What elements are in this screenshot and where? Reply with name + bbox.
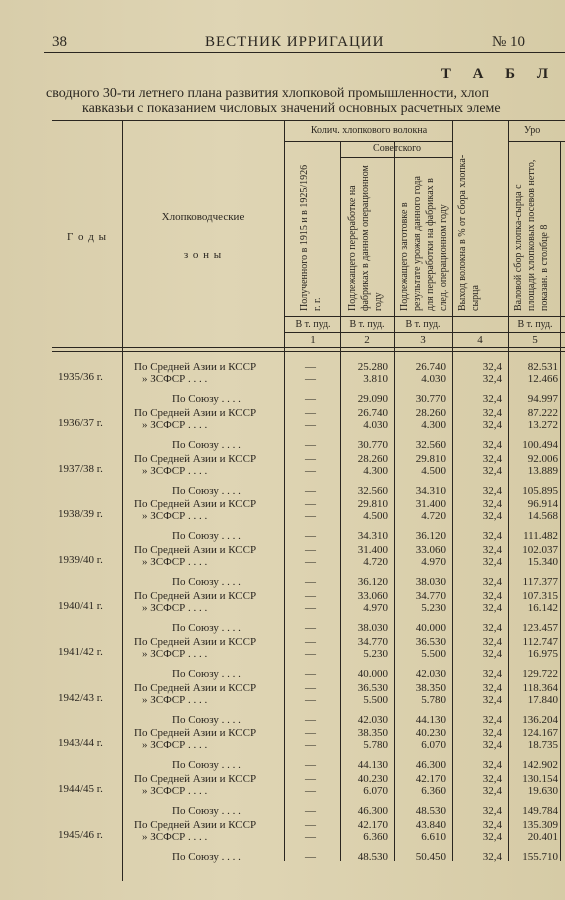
c2-value: 30.770 [357,438,388,451]
c2-value: 31.400 [357,544,388,557]
c1-value: — [305,819,316,831]
c5-value: 20.401 [527,831,558,843]
c4-value: 32,4 [482,393,502,405]
c2-value: 4.300 [363,464,388,477]
c5-value: 111.482 [523,530,558,543]
header-rule [284,141,452,142]
c1-value: — [305,622,316,634]
zones-header-2: з о н ы [183,249,223,261]
zone-label: » ЗСФСР . . . . [142,739,208,752]
c1-value: — [305,373,316,385]
c2-value: 5.500 [363,693,388,706]
year-label: 1941/42 г. [58,645,103,658]
c5-value: 92.006 [527,452,558,465]
running-header [40,30,545,52]
c3-value: 28.260 [415,406,446,419]
year-label: 1939/40 г. [58,554,103,567]
c5-value: 18.735 [527,739,558,752]
c1-value: — [305,464,316,477]
header-rule [340,157,452,158]
c1-value: — [305,759,316,772]
zone-label: » ЗСФСР . . . . [142,510,208,523]
header-rule [284,332,565,333]
c3-value: 48.530 [415,805,446,818]
c3-value: 26.740 [415,361,446,373]
c1-value: — [305,773,316,786]
c1-value: — [305,361,316,373]
c5-value: 129.722 [522,667,558,680]
c2-value: 34.310 [357,530,388,543]
c5-value: 96.914 [527,498,558,511]
c3-value: 31.400 [415,498,446,511]
header-rule [52,351,565,352]
c4-value: 32,4 [482,576,502,589]
c4-value: 32,4 [482,484,502,497]
c4-value: 32,4 [482,452,502,465]
table-title: Т А Б Л [440,66,557,82]
fiber-group-header: Колич. хлопкового волокна [310,125,428,136]
total-label: По Союзу . . . . [172,393,241,405]
c4-value: 32,4 [482,418,502,431]
c5-value: 12.466 [527,373,558,385]
total-label: По Союзу . . . . [172,713,241,726]
c4-value: 32,4 [482,530,502,543]
zone-label: » ЗСФСР . . . . [142,602,208,614]
c3-value: 32.560 [415,438,446,451]
zone-label: » ЗСФСР . . . . [142,418,208,431]
c3-value: 5.780 [421,693,446,706]
c5-value: 123.457 [522,622,558,634]
year-label: 1943/44 г. [58,737,103,750]
c3-value: 4.030 [421,373,446,385]
zones-header: Хлопководческие [161,211,245,223]
c5-value: 130.154 [522,773,558,786]
zone-label: По Средней Азии и КССР [134,498,257,511]
c1-value: — [305,713,316,726]
c1-value: — [305,602,316,614]
c4-value: 32,4 [482,713,502,726]
zone-label: По Средней Азии и КССР [134,590,257,602]
c2-value: 6.360 [363,831,388,843]
c5-value: 13.889 [527,464,558,477]
zone-label: » ЗСФСР . . . . [142,464,208,477]
years-header: Г о д ы [66,231,108,243]
c4-value: 32,4 [482,622,502,634]
zone-label: По Средней Азии и КССР [134,544,257,557]
c2-value: 4.030 [363,418,388,431]
zone-label: По Средней Азии и КССР [134,452,257,465]
c1-value: — [305,693,316,706]
c1-value: — [305,785,316,798]
year-label: 1945/46 г. [58,829,103,841]
colnum-4: 4 [477,334,483,346]
c4-value: 32,4 [482,498,502,511]
c5-value: 102.037 [522,544,558,557]
c1-value: — [305,727,316,740]
zone-label: По Средней Азии и КССР [134,727,257,740]
colnum-2: 2 [364,334,370,346]
c1-value: — [305,805,316,818]
c3-value: 5.500 [421,647,446,660]
c4-value: 32,4 [482,773,502,786]
c4-value: 32,4 [482,785,502,798]
c1-value: — [305,590,316,602]
c1-value: — [305,544,316,557]
c1-value: — [305,418,316,431]
c4-value: 32,4 [482,805,502,818]
c2-value: 29.090 [357,393,388,405]
c2-value: 44.130 [357,759,388,772]
c3-value: 6.360 [421,785,446,798]
c3-header: Подлежащего заготовке в результате урожая данного года для переработки на фабриках в след. операционном году [399,176,449,311]
c1-value: — [305,530,316,543]
header-rule [44,52,565,53]
c2-value: 34.770 [357,635,388,648]
header-rule [284,316,565,317]
c3-value: 38.350 [415,681,446,694]
year-label: 1935/36 г. [58,371,103,383]
c1-value: — [305,576,316,589]
total-label: По Союзу . . . . [172,576,241,589]
c1-value: — [305,438,316,451]
c4-header: Выход волокна в % от сбора хлопка-сырца [457,154,481,311]
data-table [52,120,565,881]
c4-value: 32,4 [482,727,502,740]
c3-value: 36.530 [415,635,446,648]
c3-value: 4.500 [421,464,446,477]
c3-value: 44.130 [415,713,446,726]
c2-value: 6.070 [363,785,388,798]
c2-value: 4.970 [363,602,388,614]
c1-value: — [305,510,316,523]
colnum-1: 1 [310,334,316,346]
c3-value: 40.000 [415,622,446,634]
total-label: По Союзу . . . . [172,667,241,680]
caption-line-1: сводного 30-ти летнего плана развития хлопковой промышленности, хлоп [46,86,490,101]
c3-value: 42.030 [415,667,446,680]
c5-value: 17.840 [527,693,558,706]
c2-value: 4.500 [363,510,388,523]
col-divider [560,141,561,861]
c2-value: 29.810 [357,498,388,511]
c5-value: 149.784 [522,805,558,818]
c5-value: 87.222 [527,406,558,419]
c4-value: 32,4 [482,693,502,706]
c3-value: 6.610 [421,831,446,843]
c2-value: 5.230 [363,647,388,660]
c2-value: 38.030 [357,622,388,634]
c2-value: 33.060 [357,590,388,602]
c3-value: 4.300 [421,418,446,431]
c4-value: 32,4 [482,667,502,680]
unit-c2: В т. пуд. [349,319,385,330]
unit-c1: В т. пуд. [295,319,331,330]
c4-value: 32,4 [482,438,502,451]
total-label: По Союзу . . . . [172,622,241,634]
c4-value: 32,4 [482,602,502,614]
c4-value: 32,4 [482,590,502,602]
zone-label: » ЗСФСР . . . . [142,373,208,385]
c4-value: 32,4 [482,819,502,831]
year-label: 1937/38 г. [58,462,103,475]
total-label: По Союзу . . . . [172,484,241,497]
c5-value: 100.494 [522,438,558,451]
col-divider [122,121,123,881]
c1-value: — [305,452,316,465]
zone-label: » ЗСФСР . . . . [142,693,208,706]
page-number: 38 [52,34,67,50]
c1-value: — [305,498,316,511]
total-label: По Союзу . . . . [172,438,241,451]
zone-label: По Средней Азии и КССР [134,361,257,373]
c5-value: 117.377 [522,576,558,589]
issue-number: № 10 [492,34,526,50]
soviet-subheader: Советского [373,143,421,154]
c1-value: — [305,851,316,863]
c4-value: 32,4 [482,510,502,523]
c2-value: 48.530 [357,851,388,863]
c5-value: 14.568 [527,510,558,523]
c4-value: 32,4 [482,635,502,648]
total-label: По Союзу . . . . [172,851,241,863]
zone-label: По Средней Азии и КССР [134,406,257,419]
c4-value: 32,4 [482,739,502,752]
c3-value: 29.810 [415,452,446,465]
c2-value: 4.720 [363,556,388,569]
c5-header: Валовой сбор хлопка-сырца с площади хлопковых посевов нетто, показан. в столбце 8 [513,159,550,311]
colnum-5: 5 [532,334,538,346]
c4-value: 32,4 [482,759,502,772]
c2-value: 28.260 [357,452,388,465]
year-label: 1936/37 г. [58,416,103,429]
zone-label: По Средней Азии и КССР [134,773,257,786]
c5-value: 124.167 [522,727,558,740]
journal-title: ВЕСТНИК ИРРИГАЦИИ [205,34,385,50]
c4-value: 32,4 [482,681,502,694]
c4-value: 32,4 [482,851,502,863]
c2-value: 3.810 [363,373,388,385]
c3-value: 34.310 [415,484,446,497]
c3-value: 40.230 [415,727,446,740]
caption-line-2: кавказьи с показанием числовых значений основных расчетных элеме [82,101,501,116]
zone-label: » ЗСФСР . . . . [142,556,208,569]
c2-value: 36.120 [357,576,388,589]
c2-value: 42.170 [357,819,388,831]
c1-value: — [305,647,316,660]
colnum-3: 3 [420,334,426,346]
c5-value: 112.747 [522,635,558,648]
year-label: 1944/45 г. [58,783,103,796]
c5-value: 94.997 [527,393,558,405]
c3-value: 34.770 [415,590,446,602]
c5-value: 15.340 [527,556,558,569]
c5-value: 105.895 [522,484,558,497]
unit-c3: В т. пуд. [405,319,441,330]
c2-value: 42.030 [357,713,388,726]
c5-value: 16.142 [527,602,558,614]
c4-value: 32,4 [482,373,502,385]
c2-value: 40.000 [357,667,388,680]
zone-label: По Средней Азии и КССР [134,681,257,694]
total-label: По Союзу . . . . [172,530,241,543]
c2-value: 46.300 [357,805,388,818]
header-rule [52,347,565,348]
unit-c5: В т. пуд. [517,319,553,330]
c4-value: 32,4 [482,406,502,419]
col-divider [284,121,285,861]
c3-value: 4.720 [421,510,446,523]
c2-value: 26.740 [357,406,388,419]
c5-value: 19.630 [527,785,558,798]
c5-value: 118.364 [522,681,558,694]
c4-value: 32,4 [482,361,502,373]
yield-group-header: Уро [524,125,541,136]
c2-header: Подлежащего переработке на фабриках в данном операционном году [347,165,384,311]
c3-value: 36.120 [415,530,446,543]
year-label: 1938/39 г. [58,508,103,521]
c1-value: — [305,393,316,405]
c5-value: 107.315 [522,590,558,602]
c2-value: 5.780 [363,739,388,752]
zone-label: » ЗСФСР . . . . [142,647,208,660]
year-label: 1940/41 г. [58,600,103,612]
c5-value: 16.975 [527,647,558,660]
c4-value: 32,4 [482,556,502,569]
c1-value: — [305,667,316,680]
c2-value: 25.280 [357,361,388,373]
c1-value: — [305,681,316,694]
c1-value: — [305,635,316,648]
c3-value: 5.230 [421,602,446,614]
c3-value: 42.170 [415,773,446,786]
c1-header: Полученного в 1915 и в 1925/1926 г. г. [299,164,323,311]
c4-value: 32,4 [482,647,502,660]
c3-value: 43.840 [415,819,446,831]
c1-value: — [305,556,316,569]
c2-value: 38.350 [357,727,388,740]
c5-value: 135.309 [522,819,558,831]
c1-value: — [305,739,316,752]
c5-value: 142.902 [522,759,558,772]
c2-value: 40.230 [357,773,388,786]
c3-value: 38.030 [415,576,446,589]
c3-value: 33.060 [415,544,446,557]
c1-value: — [305,831,316,843]
c5-value: 13.272 [527,418,558,431]
c4-value: 32,4 [482,464,502,477]
year-label: 1942/43 г. [58,691,103,704]
header-rule [508,141,565,142]
c4-value: 32,4 [482,831,502,843]
zone-label: По Средней Азии и КССР [134,819,257,831]
c1-value: — [305,406,316,419]
c1-value: — [305,484,316,497]
zone-label: По Средней Азии и КССР [134,635,257,648]
c5-value: 136.204 [522,713,558,726]
zone-label: » ЗСФСР . . . . [142,785,208,798]
c5-value: 82.531 [527,361,558,373]
c4-value: 32,4 [482,544,502,557]
c3-value: 50.450 [415,851,446,863]
c3-value: 46.300 [415,759,446,772]
zone-label: » ЗСФСР . . . . [142,831,208,843]
c2-value: 32.560 [357,484,388,497]
c3-value: 30.770 [415,393,446,405]
c5-value: 155.710 [522,851,558,863]
c2-value: 36.530 [357,681,388,694]
total-label: По Союзу . . . . [172,805,241,818]
total-label: По Союзу . . . . [172,759,241,772]
c3-value: 4.970 [421,556,446,569]
c3-value: 6.070 [421,739,446,752]
